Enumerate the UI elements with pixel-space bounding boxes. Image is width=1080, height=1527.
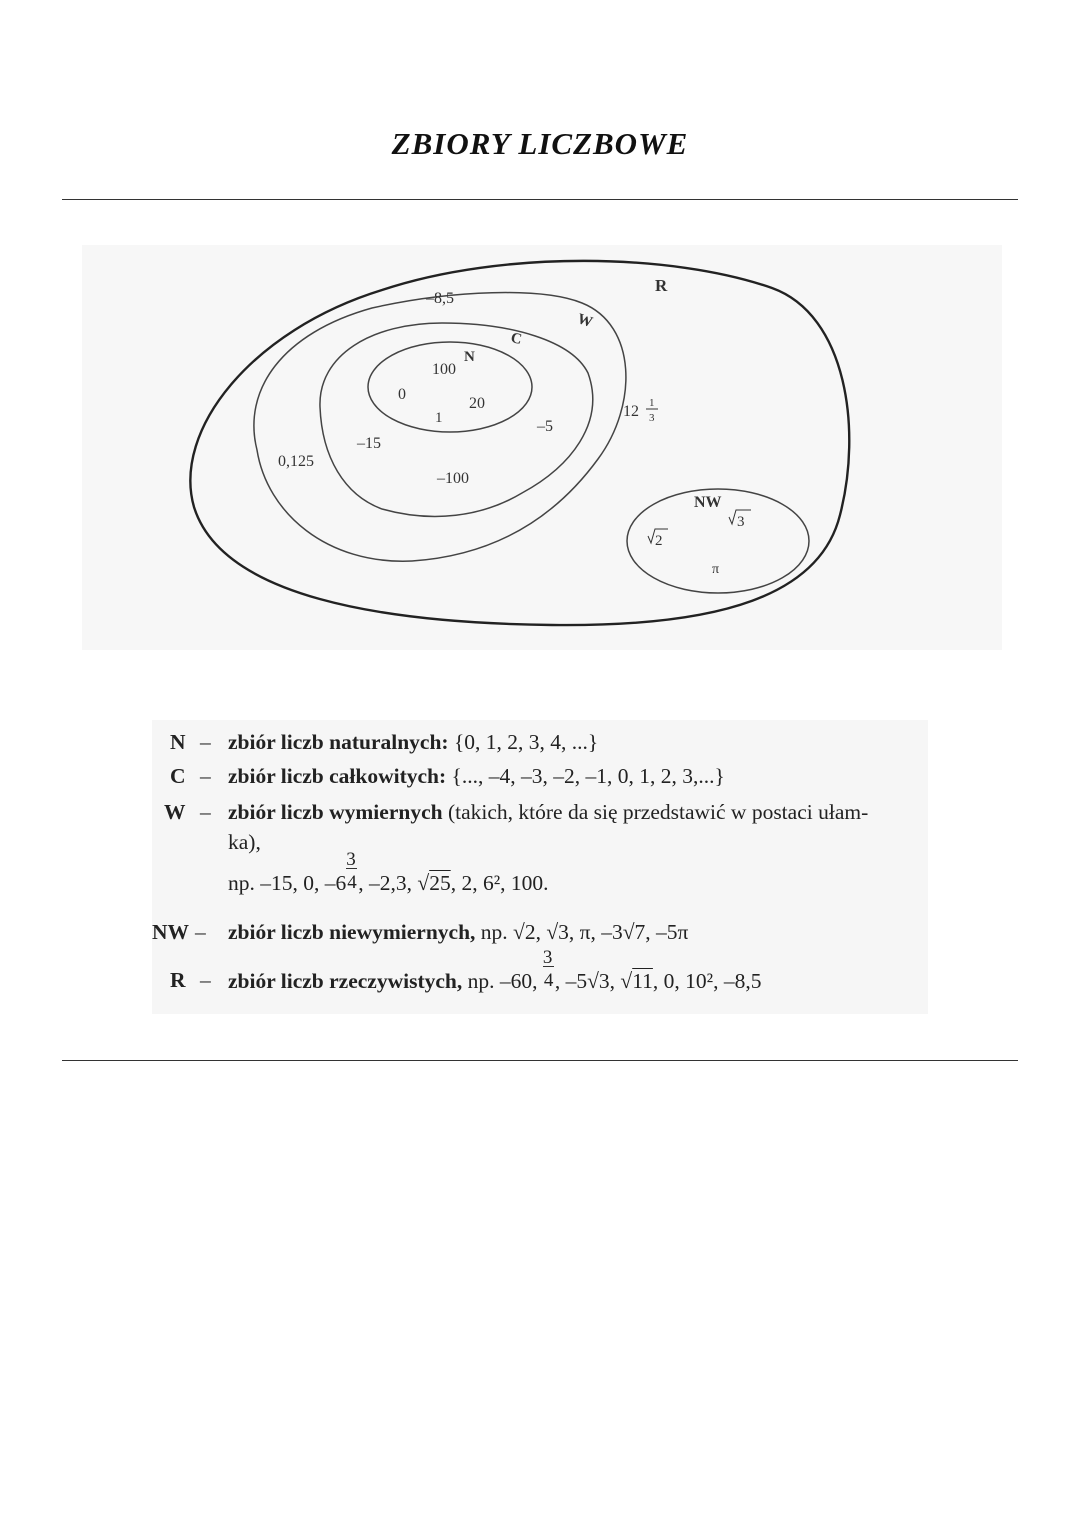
label-c: C <box>509 330 524 349</box>
legend-dash-r: – <box>200 968 211 992</box>
number-0: 0 <box>398 386 406 403</box>
r-examples-part1: np. –60, <box>462 969 543 993</box>
set-w-boundary <box>254 293 626 562</box>
legend-values-w: (takich, które da się przedstawić w postaci ułam- <box>442 800 869 824</box>
w-examples-part2: , –2,3, √ <box>358 871 430 895</box>
legend-definition-n <box>228 730 598 755</box>
legend-panel <box>152 720 928 1014</box>
r-examples-part2: , –5√3, √ <box>554 969 633 993</box>
page-title: ZBIORY LICZBOWE <box>391 126 689 161</box>
legend-symbol-n: N <box>170 730 186 754</box>
r-fraction-denominator: 4 <box>543 970 554 991</box>
pi-symbol: π <box>712 562 720 577</box>
number-minus-8-5: –8,5 <box>426 290 454 307</box>
legend-definition-c <box>228 764 725 789</box>
legend-values-c: {..., –4, –3, –2, –1, 0, 1, 2, 3,...} <box>446 764 725 788</box>
number-20: 20 <box>469 395 485 412</box>
legend-values-n: {0, 1, 2, 3, 4, ...} <box>448 730 599 754</box>
r-examples-part3: , 0, 10², –8,5 <box>652 969 762 993</box>
legend-dash-c: – <box>200 764 211 788</box>
legend-label-r: zbiór liczb rzeczywistych, <box>228 969 463 993</box>
legend-dash-w: – <box>200 800 211 824</box>
r-fraction-numerator: 3 <box>542 947 553 968</box>
w-examples-part3: , 2, 6², 100. <box>450 871 549 895</box>
legend-definition-w-cont: ka), <box>228 830 261 854</box>
w-fraction-bar <box>346 868 357 869</box>
set-r-boundary <box>190 261 849 625</box>
number-1: 1 <box>435 410 443 426</box>
label-w: W <box>575 311 595 331</box>
number-minus-15: –15 <box>357 435 381 452</box>
number-12-frac-num: 1 <box>649 397 655 409</box>
legend-dash-n: – <box>200 730 211 754</box>
number-12-frac-den: 3 <box>649 412 655 424</box>
legend-label-n: zbiór liczb naturalnych: <box>228 730 449 754</box>
set-n-boundary <box>368 342 532 432</box>
legend-examples-w <box>228 849 549 896</box>
legend-definition-w <box>228 800 868 825</box>
legend-symbol-w: W <box>164 800 186 824</box>
w-sqrt-radicand: 25 <box>429 871 451 895</box>
number-12-whole: 12 <box>623 403 639 420</box>
legend-symbol-c: C <box>170 764 186 788</box>
label-n: N <box>464 349 475 365</box>
number-sets-diagram <box>82 245 1002 650</box>
w-examples-part1: np. –15, 0, –6 <box>228 871 347 895</box>
legend-symbol-r: R <box>170 968 186 992</box>
sqrt2-radicand: 2 <box>655 533 663 549</box>
number-0-125: 0,125 <box>278 453 314 470</box>
legend-definition-nw <box>228 920 688 945</box>
number-minus-100: –100 <box>437 470 469 487</box>
legend-label-c: zbiór liczb całkowitych: <box>228 764 447 788</box>
number-minus-5: –5 <box>537 418 553 435</box>
label-nw: NW <box>694 494 722 511</box>
legend-label-nw: zbiór liczb niewymiernych, <box>228 920 476 944</box>
w-fraction-denominator: 4 <box>347 872 357 893</box>
top-divider <box>62 199 1018 200</box>
w-fraction-3-4 <box>346 849 358 893</box>
legend-dash-nw: – <box>195 920 206 944</box>
r-fraction-3-4 <box>542 947 555 991</box>
bottom-divider <box>62 1060 1018 1061</box>
legend-values-nw: np. √2, √3, π, –3√7, –5π <box>475 920 689 944</box>
r-fraction-bar <box>543 966 554 967</box>
w-fraction-numerator: 3 <box>346 849 356 870</box>
legend-label-w: zbiór liczb wymiernych <box>228 800 443 824</box>
legend-symbol-nw: NW <box>152 920 190 944</box>
r-sqrt-radicand: 11 <box>632 969 653 993</box>
label-r: R <box>655 276 668 295</box>
number-100: 100 <box>432 361 456 378</box>
legend-definition-r <box>228 947 762 994</box>
sqrt3-radicand: 3 <box>737 514 745 530</box>
